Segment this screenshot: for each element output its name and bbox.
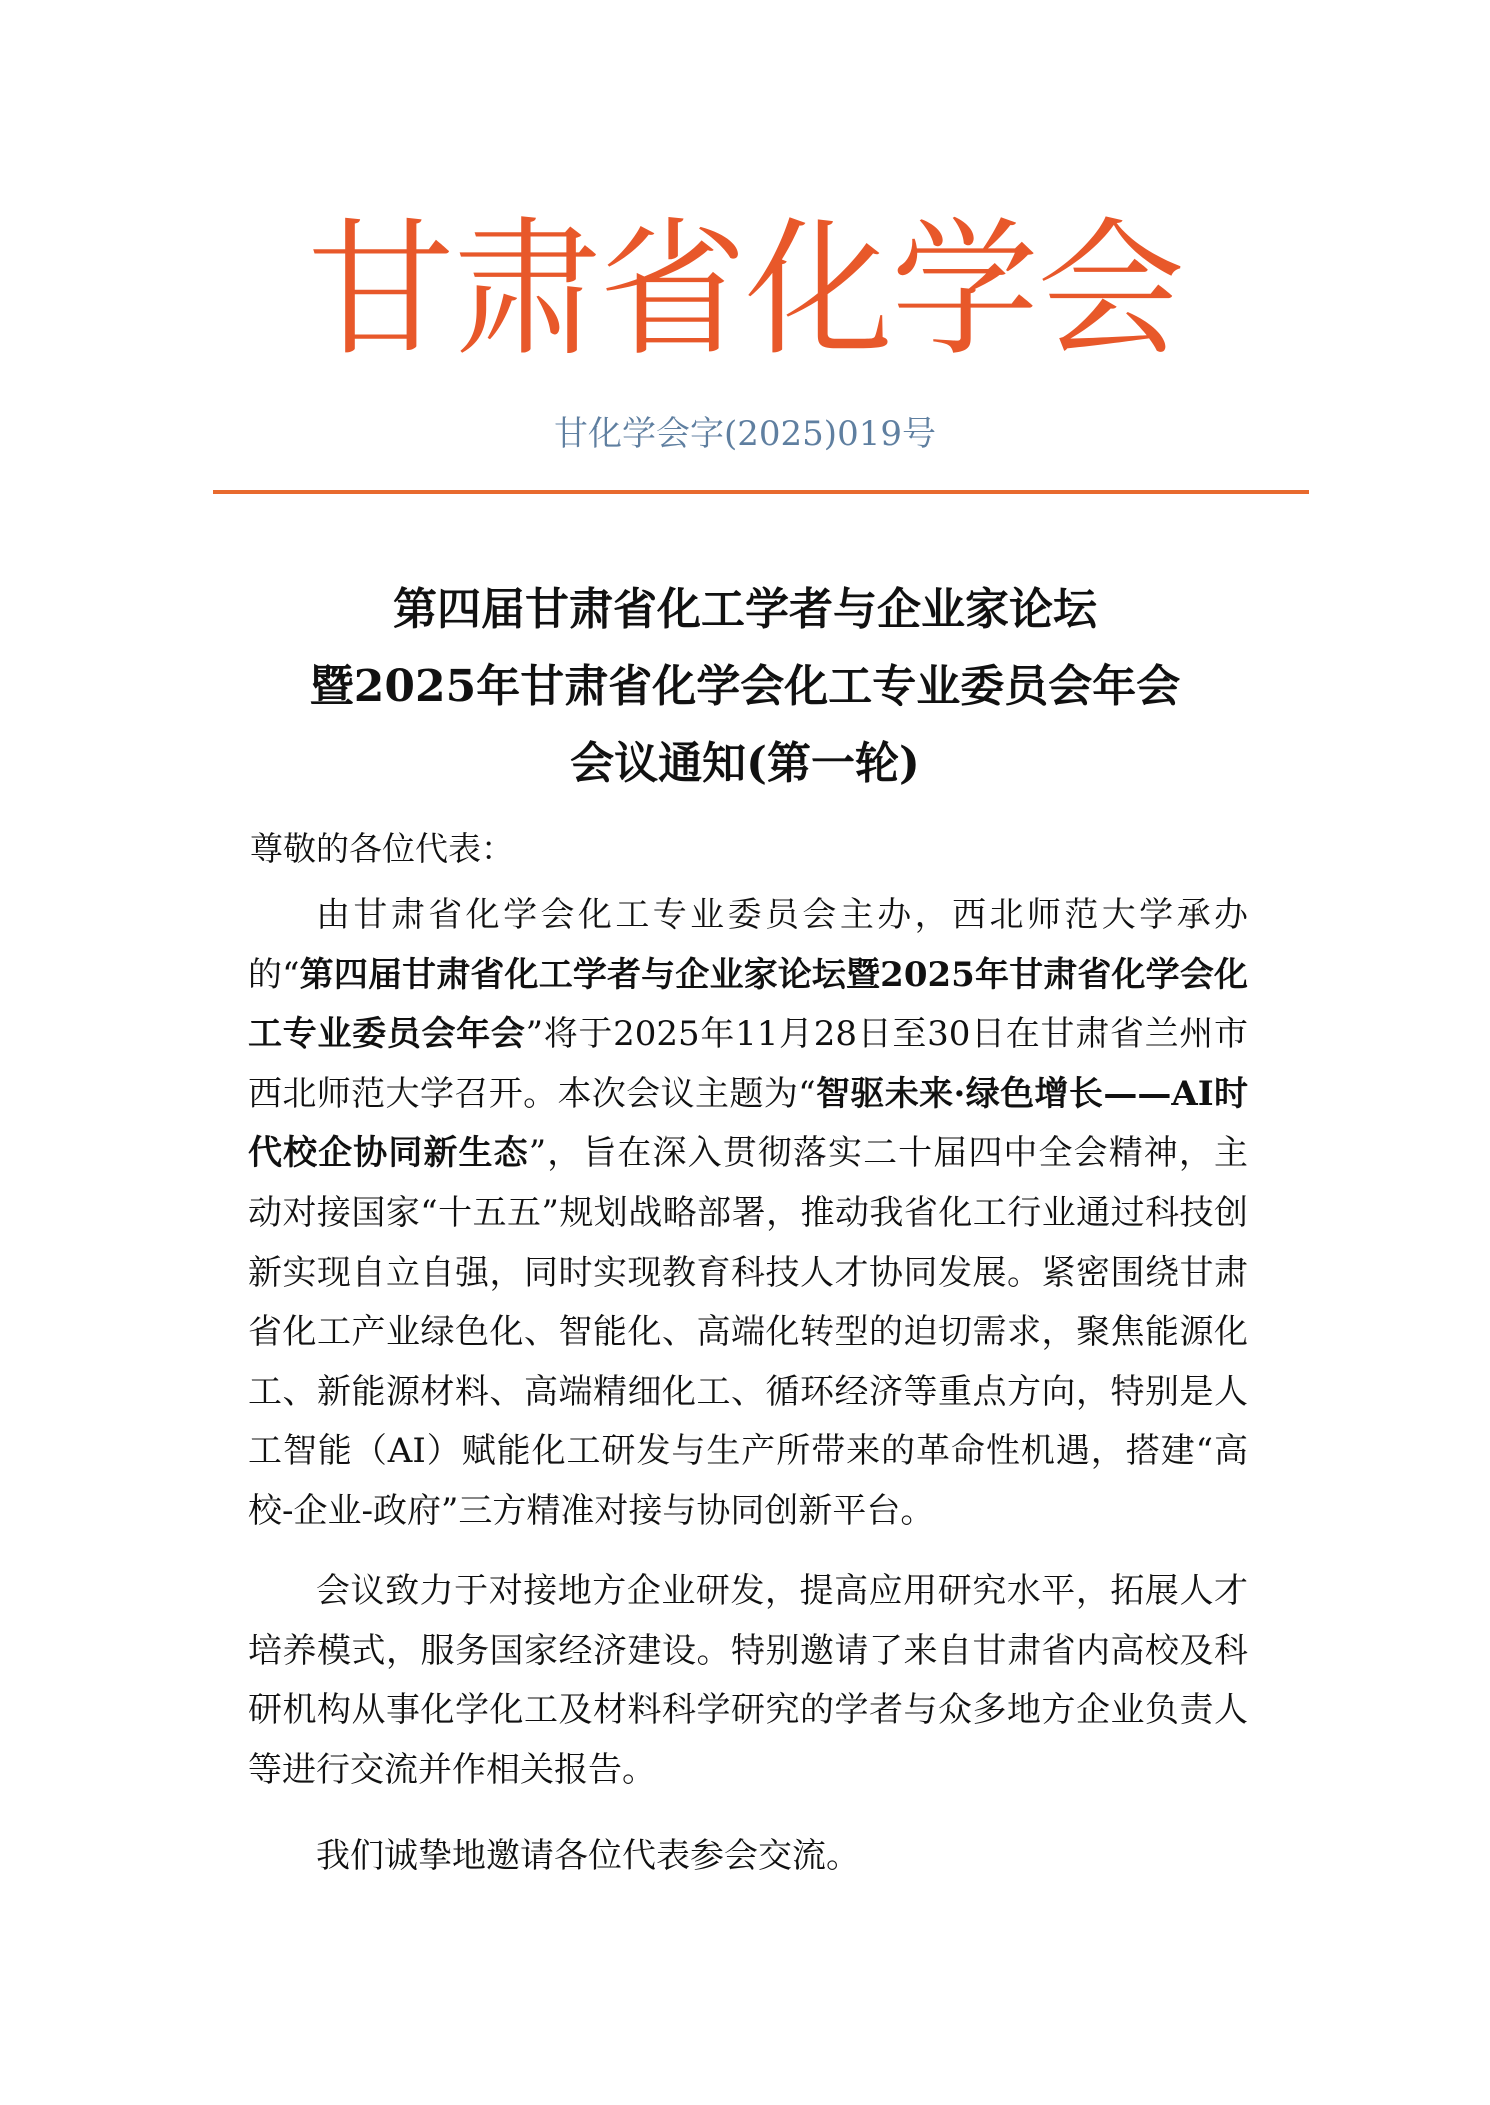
paragraph-2: 会议致力于对接地方企业研发，提高应用研究水平，拓展人才培养模式，服务国家经济建设。特别邀请了来自甘肃省内高校及科研机构从事化学化工及材料科学研究的学者与众多地方企业负责人等进行交流并作相关报告。 [248,1571,1248,1790]
paragraph-1 [248,886,1248,1542]
paragraph-1-schedule: ”将于2025年11月28日至30日在甘肃省兰州市西北师范大学召开。本次会议主题为“ [248,1014,1249,1114]
document-number: 甘化学会字(2025)019号 [554,414,936,454]
paragraph-1-intro: 由甘肃省化学会化工专业委员会主办，西北师范大学承办的“ [248,895,1248,995]
paragraph-3: 我们诚挚地邀请各位代表参会交流。 [316,1836,860,1876]
organization-letterhead: 甘肃省化学会 [307,204,1183,376]
notice-title-line-2: 暨2025年甘肃省化学会化工专业委员会年会 [309,661,1181,712]
conference-theme: 智驱未来·绿色增长——AI时代校企协同新生态 [248,1073,1248,1174]
notice-title-line-3: 会议通知(第一轮) [570,738,920,789]
conference-name: 第四届甘肃省化工学者与企业家论坛暨2025年甘肃省化学会化工专业委员会年会 [248,954,1248,1055]
notice-title-line-1: 第四届甘肃省化工学者与企业家论坛 [393,584,1097,635]
salutation: 尊敬的各位代表： [250,829,514,868]
header-divider [213,490,1309,494]
paragraph-1-purpose: ”，旨在深入贯彻落实二十届四中全会精神，主动对接国家“十五五”规划战略部署，推动我省化工行业通过科技创新实现自立自强，同时实现教育科技人才协同发展。紧密围绕甘肃省化工产业绿色化、智能化、高端化转型的迫切需求，聚焦能源化工、新能源材料、高端精细化工、循环经济等重点方向，特别是人工智能（AI）赋能化工研发与生产所带来的革命性机遇，搭建“高校-企业-政府”三方精准对接与协同创新平台。 [248,1133,1248,1531]
